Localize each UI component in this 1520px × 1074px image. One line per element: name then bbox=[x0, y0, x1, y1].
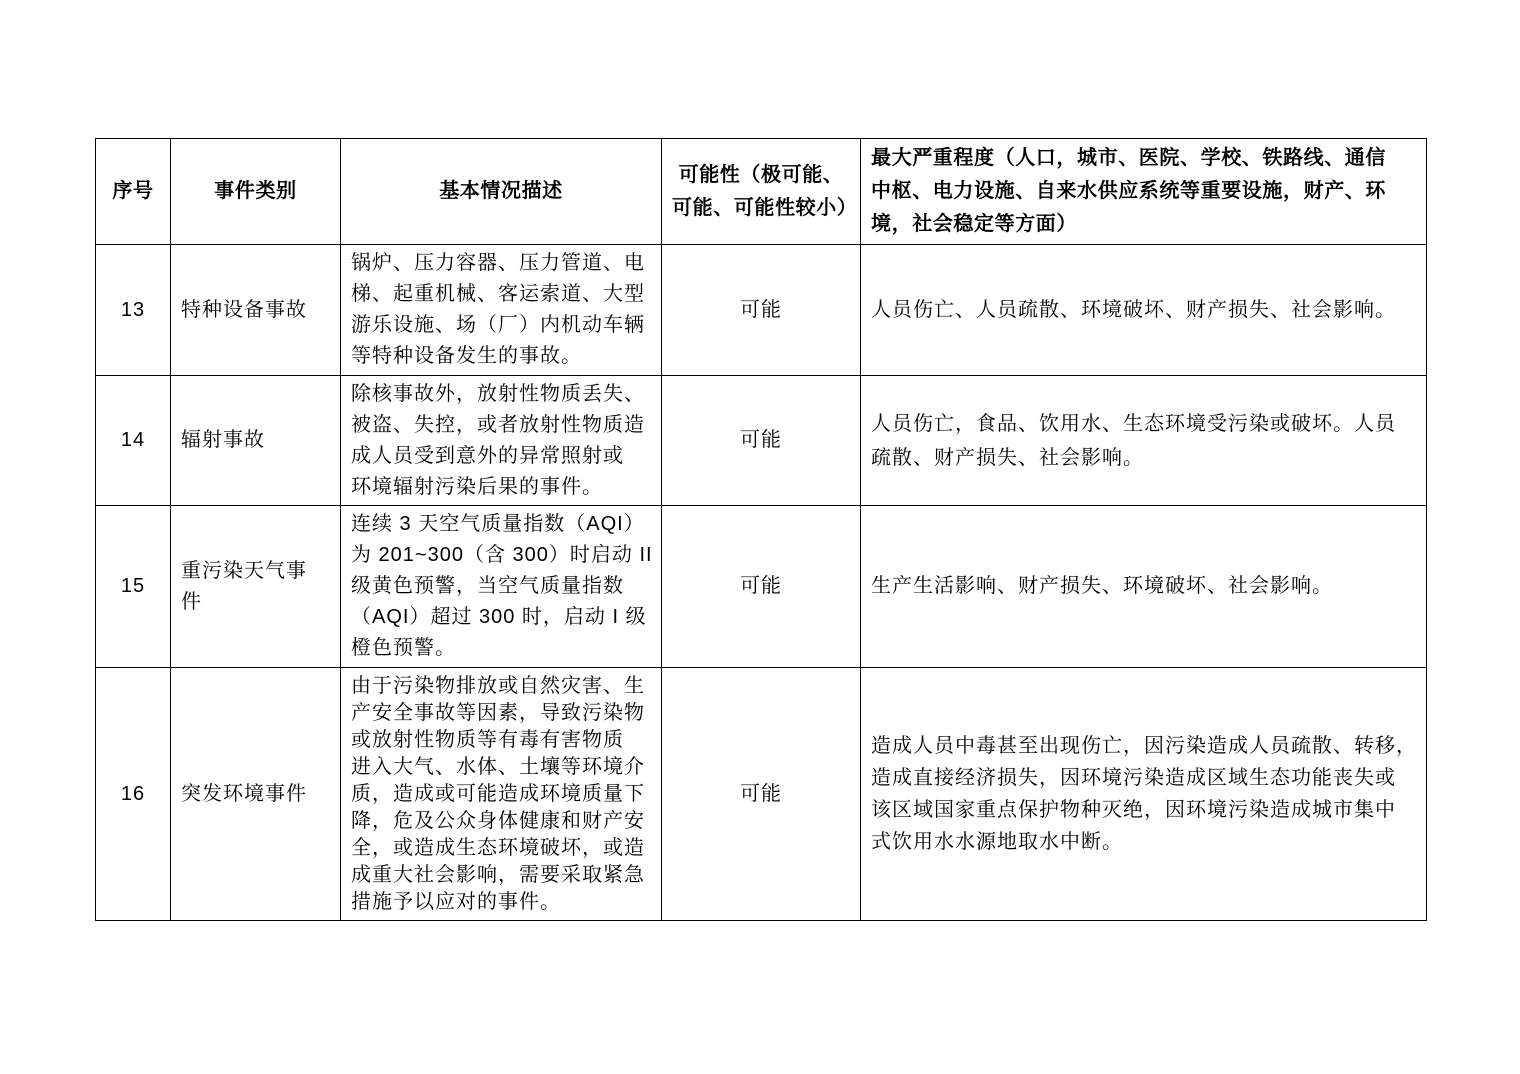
description-line: 等特种设备发生的事故。 bbox=[351, 345, 582, 367]
cell-likelihood bbox=[662, 245, 861, 376]
table-row bbox=[96, 668, 1427, 921]
header-description-label: 基本情况描述 bbox=[439, 180, 563, 202]
cell-description bbox=[341, 506, 662, 668]
severity-line: 人员伤亡、人员疏散、环境破坏、财产损失、社会影响。 bbox=[871, 298, 1396, 321]
severity-line: 式饮用水水源地取水中断。 bbox=[871, 831, 1123, 853]
cell-severity bbox=[861, 506, 1427, 668]
header-seq-label: 序号 bbox=[112, 180, 154, 202]
table-row bbox=[96, 506, 1427, 668]
header-seq bbox=[96, 139, 171, 245]
description-line: 梯、起重机械、客运索道、大型 bbox=[351, 283, 645, 305]
description-line: 级黄色预警，当空气质量指数 bbox=[351, 575, 624, 597]
severity-line: 造成直接经济损失，因环境污染造成区域生态功能丧失或 bbox=[871, 767, 1396, 789]
cell-category bbox=[171, 376, 341, 506]
cell-category bbox=[171, 245, 341, 376]
header-category-label: 事件类别 bbox=[214, 180, 297, 202]
table-row bbox=[96, 245, 1427, 376]
description-line: 成重大社会影响，需要采取紧急 bbox=[351, 863, 645, 886]
likelihood-value: 可能 bbox=[740, 575, 782, 597]
header-likelihood-line: 可能性（极可能、 bbox=[678, 163, 844, 186]
category-line: 重污染天气事 bbox=[181, 559, 307, 582]
cell-severity bbox=[861, 245, 1427, 376]
description-line: 被盗、失控，或者放射性物质造 bbox=[351, 413, 645, 436]
description-line: 降，危及公众身体健康和财产安 bbox=[351, 809, 645, 832]
description-line: 锅炉、压力容器、压力管道、电 bbox=[351, 252, 645, 274]
description-line: 产安全事故等因素，导致污染物 bbox=[351, 701, 645, 724]
description-line: 环境辐射污染后果的事件。 bbox=[351, 475, 603, 498]
cell-likelihood bbox=[662, 376, 861, 506]
seq-number: 13 bbox=[120, 298, 146, 321]
description-line: 连续 3 天空气质量指数（AQI） bbox=[351, 513, 645, 535]
category-line: 辐射事故 bbox=[181, 429, 265, 451]
severity-line: 疏散、财产损失、社会影响。 bbox=[871, 446, 1144, 469]
cell-seq bbox=[96, 376, 171, 506]
severity-line: 造成人员中毒甚至出现伤亡，因污染造成人员疏散、转移， bbox=[871, 735, 1417, 757]
event-risk-table bbox=[95, 138, 1427, 921]
header-severity-line: 中枢、电力设施、自来水供应系统等重要设施，财产、环 bbox=[871, 180, 1386, 202]
description-line: 全，或造成生态环境破坏，或造 bbox=[351, 836, 645, 859]
header-likelihood-line: 可能、可能性较小） bbox=[672, 196, 858, 219]
description-line: 进入大气、水体、土壤等环境介 bbox=[351, 755, 645, 778]
cell-category bbox=[171, 506, 341, 668]
cell-likelihood bbox=[662, 668, 861, 921]
seq-number: 15 bbox=[120, 575, 146, 597]
table-row bbox=[96, 376, 1427, 506]
description-line: 为 201~300（含 300）时启动 II bbox=[351, 544, 653, 566]
cell-seq bbox=[96, 506, 171, 668]
header-severity-line: 境，社会稳定等方面） bbox=[871, 213, 1077, 235]
cell-description bbox=[341, 668, 662, 921]
description-line: 或放射性物质等有毒有害物质 bbox=[351, 728, 624, 751]
description-line: 橙色预警。 bbox=[351, 637, 456, 659]
description-line: 由于污染物排放或自然灾害、生 bbox=[351, 674, 645, 697]
description-line: 质，造成或可能造成环境质量下 bbox=[351, 782, 645, 805]
cell-description bbox=[341, 376, 662, 506]
likelihood-value: 可能 bbox=[740, 782, 782, 805]
description-line: 游乐设施、场（厂）内机动车辆 bbox=[351, 314, 645, 336]
cell-description bbox=[341, 245, 662, 376]
severity-line: 生产生活影响、财产损失、环境破坏、社会影响。 bbox=[871, 575, 1333, 597]
likelihood-value: 可能 bbox=[740, 429, 782, 451]
category-line: 件 bbox=[181, 590, 202, 613]
header-severity bbox=[861, 139, 1427, 245]
cell-severity bbox=[861, 376, 1427, 506]
header-category bbox=[171, 139, 341, 245]
category-line: 突发环境事件 bbox=[181, 782, 307, 805]
description-line: 措施予以应对的事件。 bbox=[351, 890, 561, 913]
header-likelihood bbox=[662, 139, 861, 245]
description-line: 成人员受到意外的异常照射或 bbox=[351, 444, 624, 467]
cell-likelihood bbox=[662, 506, 861, 668]
description-line: （AQI）超过 300 时，启动 I 级 bbox=[351, 606, 647, 628]
table-header-row bbox=[96, 139, 1427, 245]
category-line: 特种设备事故 bbox=[181, 298, 307, 321]
cell-seq bbox=[96, 245, 171, 376]
seq-number: 16 bbox=[120, 782, 146, 805]
description-line: 除核事故外，放射性物质丢失、 bbox=[351, 382, 645, 405]
cell-severity bbox=[861, 668, 1427, 921]
cell-seq bbox=[96, 668, 171, 921]
severity-line: 人员伤亡，食品、饮用水、生态环境受污染或破坏。人员 bbox=[871, 412, 1396, 435]
header-description bbox=[341, 139, 662, 245]
header-severity-line: 最大严重程度（人口，城市、医院、学校、铁路线、通信 bbox=[871, 147, 1386, 169]
severity-line: 该区域国家重点保护物种灭绝，因环境污染造成城市集中 bbox=[871, 799, 1396, 821]
seq-number: 14 bbox=[120, 429, 146, 451]
cell-category bbox=[171, 668, 341, 921]
likelihood-value: 可能 bbox=[740, 298, 782, 321]
